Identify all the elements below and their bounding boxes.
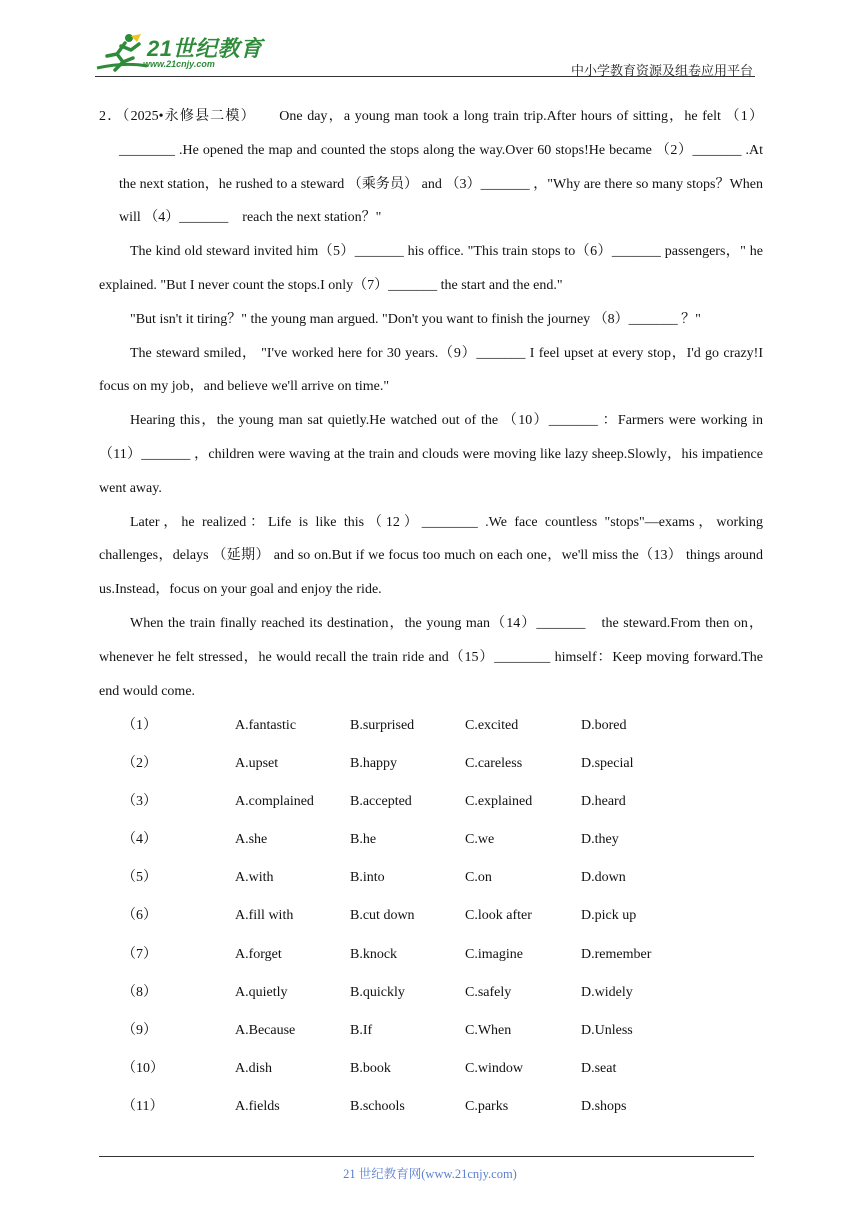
option-c[interactable]: C.safely — [465, 984, 512, 1000]
footer-divider — [99, 1156, 754, 1157]
option-row — [122, 974, 722, 1012]
passage-paragraph-3: "But isn't it tiring？" the young man argued. "Don't you want to finish the journey （8）_______ ？" — [130, 311, 701, 327]
option-d[interactable]: D.remember — [581, 946, 652, 962]
option-row — [122, 1088, 722, 1126]
option-number: （8） — [122, 984, 157, 1000]
option-c[interactable]: C.we — [465, 832, 495, 848]
option-d[interactable]: D.shops — [581, 1098, 627, 1114]
option-d[interactable]: D.pick up — [581, 908, 637, 924]
option-c[interactable]: C.When — [465, 1022, 512, 1038]
option-b[interactable]: B.schools — [350, 1098, 405, 1114]
option-number: （4） — [122, 832, 157, 848]
option-row — [122, 1012, 722, 1050]
option-number: （1） — [122, 718, 157, 733]
option-d[interactable]: D.heard — [581, 794, 626, 810]
option-a[interactable]: A.complained — [235, 794, 314, 810]
logo-url: www.21cnjy.com — [143, 59, 215, 69]
option-a[interactable]: A.quietly — [235, 984, 288, 1000]
passage-paragraph-5: Hearing this，the young man sat quietly.He watched out of the （10）_______ ：Farmers were working in （11）_______ ，children were waving at the train and clouds were moving like lazy sheep.Slowly，his impatience went away. — [99, 413, 763, 496]
option-row — [122, 821, 722, 859]
passage-paragraph-7: When the train finally reached its destination，the young man（14）_______ the steward.From then on，whenever he felt stressed，he would recall the train ride and（15）________ himself：Keep moving forward.The end would come. — [99, 615, 763, 699]
option-row — [122, 859, 722, 897]
option-row — [122, 936, 722, 974]
option-row — [122, 745, 722, 783]
option-b[interactable]: B.If — [350, 1022, 373, 1038]
option-c[interactable]: C.parks — [465, 1098, 509, 1114]
option-row — [122, 897, 722, 935]
option-number: （6） — [122, 908, 157, 924]
option-a[interactable]: A.dish — [235, 1060, 272, 1076]
option-a[interactable]: A.fields — [235, 1098, 280, 1114]
option-b[interactable]: B.into — [350, 870, 385, 886]
option-c[interactable]: C.on — [465, 870, 492, 886]
header-platform-title: 中小学教育资源及组卷应用平台 — [570, 64, 753, 79]
option-b[interactable]: B.surprised — [350, 718, 415, 733]
option-c[interactable]: C.look after — [465, 908, 532, 924]
option-a[interactable]: A.forget — [235, 946, 282, 962]
option-c[interactable]: C.excited — [465, 718, 519, 733]
header-divider — [95, 76, 755, 77]
option-b[interactable]: B.knock — [350, 946, 398, 962]
option-number: （7） — [122, 946, 157, 962]
passage-paragraph-6: Later，he realized：Life is like this（12）________ .We face countless "stops"—exams，working challenges，delays （延期） and so on.But if we focus too much on each one，we'll miss the（13） things around us.Instead，focus on your goal and enjoy the ride. — [99, 514, 763, 598]
option-row — [122, 1050, 722, 1088]
option-d[interactable]: D.they — [581, 832, 619, 848]
passage — [99, 100, 763, 708]
page-header — [95, 30, 755, 78]
option-c[interactable]: C.careless — [465, 756, 523, 772]
option-a[interactable]: A.fantastic — [235, 718, 297, 733]
option-b[interactable]: B.happy — [350, 756, 398, 772]
option-c[interactable]: C.window — [465, 1060, 523, 1076]
option-d[interactable]: D.down — [581, 870, 626, 886]
option-row — [122, 707, 722, 745]
option-number: （5） — [122, 870, 157, 886]
passage-paragraph-4: The steward smiled， "I've worked here for 30 years.（9）_______ I feel upset at every stop，I'd go crazy!I focus on my job，and believe we'll arrive on time." — [99, 345, 763, 395]
passage-paragraph-2: The kind old steward invited him（5）_______ his office. "This train stops to（6）_______ passengers，" he explained. "But I never count the stops.I only（7）_______ the start and the end." — [99, 244, 763, 293]
option-d[interactable]: D.Unless — [581, 1022, 633, 1038]
option-d[interactable]: D.seat — [581, 1060, 617, 1076]
option-a[interactable]: A.upset — [235, 756, 279, 772]
option-number: （2） — [122, 756, 157, 772]
option-d[interactable]: D.widely — [581, 984, 633, 1000]
option-number: （9） — [122, 1022, 157, 1038]
logo-text: 21世纪教育 — [147, 36, 263, 61]
option-a[interactable]: A.she — [235, 832, 268, 848]
option-number: （3） — [122, 794, 157, 810]
option-b[interactable]: B.he — [350, 832, 377, 848]
option-d[interactable]: D.bored — [581, 718, 627, 733]
option-a[interactable]: A.with — [235, 870, 274, 886]
option-c[interactable]: C.explained — [465, 794, 533, 810]
option-number: （11） — [122, 1098, 164, 1114]
option-b[interactable]: B.accepted — [350, 794, 412, 810]
footer-text: 21 世纪教育网(www.21cnjy.com) — [343, 1167, 517, 1181]
option-b[interactable]: B.quickly — [350, 984, 405, 1000]
options-table — [122, 707, 722, 1126]
option-c[interactable]: C.imagine — [465, 946, 523, 962]
option-b[interactable]: B.cut down — [350, 908, 415, 924]
option-a[interactable]: A.fill with — [235, 908, 294, 924]
question-intro-paragraph: 2．（2025•永修县二模） One day，a young man took a long train trip.After hours of sitting，he felt （1）________ .He opened the map and counted the stops along the way.Over 60 stops!He became （2）_______ .At the next station，he rushed to a steward （乘务员） and （3）_______ ，"Why are there so many stops？When will （4）_______ reach the next station？" — [99, 109, 763, 226]
option-d[interactable]: D.special — [581, 756, 634, 772]
option-number: （10） — [122, 1060, 164, 1076]
option-row — [122, 783, 722, 821]
option-b[interactable]: B.book — [350, 1060, 391, 1076]
option-a[interactable]: A.Because — [235, 1022, 296, 1038]
